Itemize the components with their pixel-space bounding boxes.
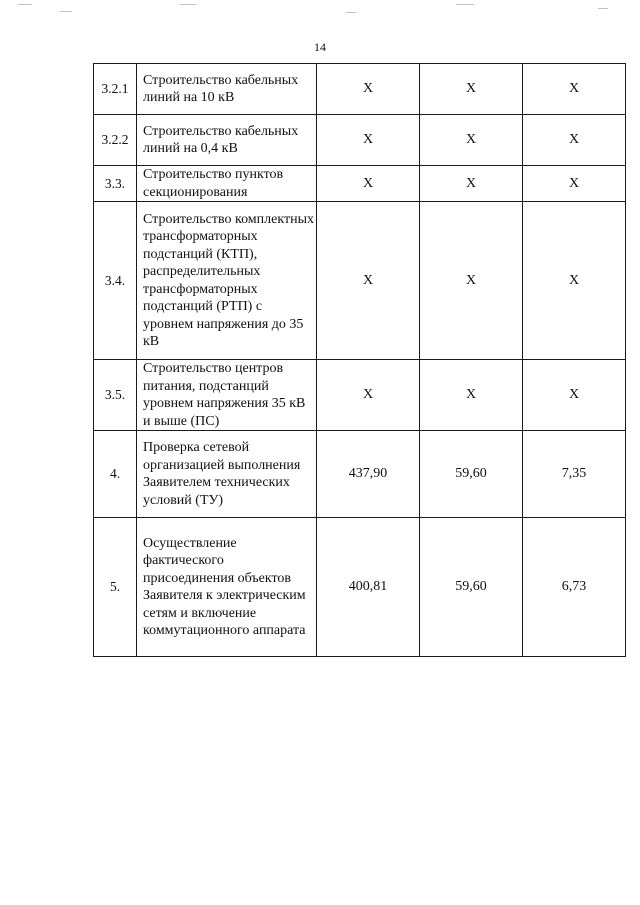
value-cell: 400,81 (317, 518, 420, 657)
scan-artifact (598, 8, 608, 9)
table-row (94, 360, 626, 431)
row-name-cell: Строительство кабельных линий на 10 кВ (137, 64, 317, 115)
value-cell: 6,73 (523, 518, 626, 657)
value-cell: 437,90 (317, 431, 420, 518)
scan-artifact (180, 4, 196, 5)
value-cell: X (523, 115, 626, 166)
value-cell: X (523, 202, 626, 360)
row-name-cell: Строительство пунктов секционирования (137, 166, 317, 202)
value-cell: X (317, 115, 420, 166)
scan-artifact (60, 11, 72, 12)
row-name-cell: Строительство центров питания, подстанций уровнем напряжения 35 кВ и выше (ПС) (137, 360, 317, 431)
table-row (94, 431, 626, 518)
value-cell: 59,60 (420, 431, 523, 518)
table-row (94, 166, 626, 202)
row-number-cell: 3.3. (94, 166, 137, 202)
row-name-cell: Строительство кабельных линий на 0,4 кВ (137, 115, 317, 166)
table-row (94, 518, 626, 657)
value-cell: X (317, 166, 420, 202)
value-cell: X (420, 115, 523, 166)
value-cell: 59,60 (420, 518, 523, 657)
value-cell: X (317, 202, 420, 360)
row-number-cell: 5. (94, 518, 137, 657)
value-cell: 7,35 (523, 431, 626, 518)
value-cell: X (523, 166, 626, 202)
row-number-cell: 4. (94, 431, 137, 518)
row-name-cell: Осуществление фактического присоединения объектов Заявителя к электрическим сетям и включение коммутационного аппарата (137, 518, 317, 657)
value-cell: X (317, 64, 420, 115)
table-row (94, 115, 626, 166)
value-cell: X (523, 360, 626, 431)
tariff-table (93, 63, 626, 657)
value-cell: X (420, 64, 523, 115)
row-number-cell: 3.4. (94, 202, 137, 360)
row-name-cell: Проверка сетевой организацией выполнения Заявителем технических условий (ТУ) (137, 431, 317, 518)
page-number: 14 (314, 40, 326, 54)
scan-artifact (456, 4, 474, 5)
value-cell: X (420, 202, 523, 360)
value-cell: X (523, 64, 626, 115)
row-number-cell: 3.2.1 (94, 64, 137, 115)
scan-artifact (18, 4, 32, 5)
value-cell: X (420, 360, 523, 431)
scan-artifact (346, 12, 356, 13)
value-cell: X (317, 360, 420, 431)
row-number-cell: 3.5. (94, 360, 137, 431)
row-number-cell: 3.2.2 (94, 115, 137, 166)
table-row (94, 202, 626, 360)
row-name-cell: Строительство комплектных трансформаторных подстанций (КТП), распределительных трансформаторных подстанций (РТП) с уровнем напряжения до 35 кВ (137, 202, 317, 360)
table-row (94, 64, 626, 115)
value-cell: X (420, 166, 523, 202)
